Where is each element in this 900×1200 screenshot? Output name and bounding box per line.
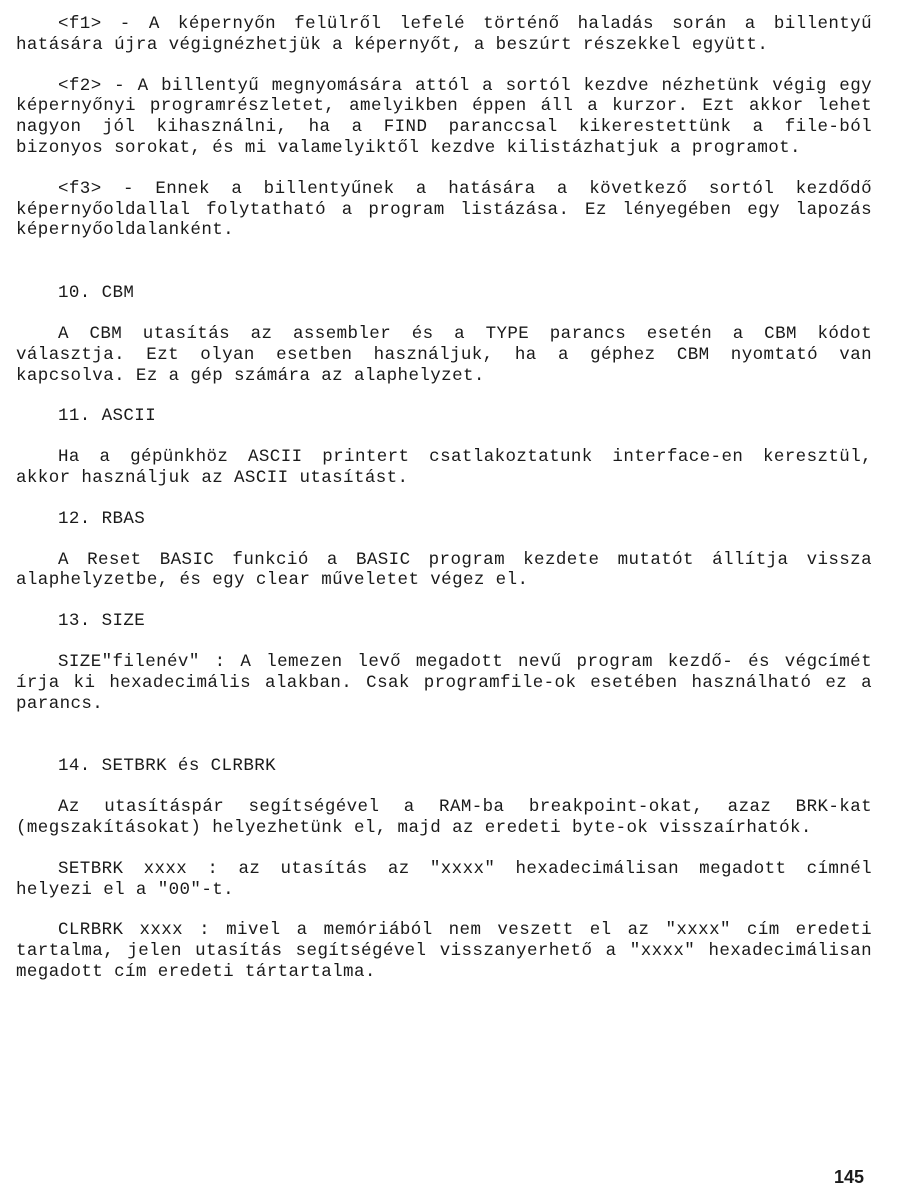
paragraph-rbas (16, 550, 872, 592)
paragraph-ascii (16, 447, 872, 489)
paragraph-setbrk-1 (16, 797, 872, 839)
paragraph-f1 (16, 14, 872, 56)
page-number: 145 (833, 1167, 864, 1187)
paragraph-f3-text: <f3> - Ennek a billentyűnek a hatására a következő sortól kezdődő képernyőoldallal folytatható a program listázása. Ez lényegében egy lapozás képernyőoldalanként. (16, 178, 872, 241)
paragraph-setbrk-3-text: CLRBRK xxxx : mivel a memóriából nem veszett el az "xxxx" cím eredeti tartalma, jelen utasítás segítségével visszanyerhető a "xxxx" hexadecimálisan megadott cím eredeti tártartalma. (16, 920, 872, 982)
paragraph-setbrk-1-text: Az utasításpár segítségével a RAM-ba breakpoint-okat, azaz BRK-kat (megszakításokat) helyezhetünk el, majd az eredeti byte-ok visszaírhatók. (16, 797, 872, 838)
paragraph-ascii-text: Ha a gépünkhöz ASCII printert csatlakoztatunk interface-en keresztül, akkor használjuk az ASCII utasítást. (16, 447, 872, 488)
section-heading-cbm: 10. CBM (58, 283, 135, 304)
section-heading-ascii: 11. ASCII (58, 406, 157, 427)
section-heading-rbas: 12. RBAS (58, 508, 146, 529)
section-heading-setbrk: 14. SETBRK és CLRBRK (58, 756, 277, 777)
paragraph-cbm-text: A CBM utasítás az assembler és a TYPE parancs esetén a CBM kódot választja. Ezt olyan esetben használjuk, ha a géphez CBM nyomtató van kapcsolva. Ez a gép számára az alaphelyzet. (16, 323, 872, 386)
paragraph-setbrk-2-text: SETBRK xxxx : az utasítás az "xxxx" hexadecimálisan megadott címnél helyezi el a "00"-t. (16, 858, 872, 900)
paragraph-rbas-text: A Reset BASIC funkció a BASIC program kezdete mutatót állítja vissza alaphelyzetbe, és egy clear műveletet végez el. (16, 549, 872, 591)
paragraph-setbrk-2 (16, 859, 872, 901)
paragraph-f2 (16, 76, 872, 159)
paragraph-setbrk-3 (16, 920, 872, 982)
paragraph-size (16, 652, 872, 714)
paragraph-f2-text: <f2> - A billentyű megnyomására attól a sortól kezdve nézhetünk végig egy képernyőnyi programrészletet, amelyikben éppen áll a kurzor. Ezt akkor lehet nagyon jól kihasználni, ha a FIND paranccsal kikerestettünk a file-ból bizonyos sorokat, és mi valamelyiktől kezdve kilistázhatjuk a programot. (16, 75, 872, 158)
paragraph-size-text: SIZE"filenév" : A lemezen levő megadott nevű program kezdő- és végcímét írja ki hexadecimális alakban. Csak programfile-ok esetében használható ez a parancs. (16, 651, 872, 714)
paragraph-f3 (16, 179, 872, 241)
paragraph-cbm (16, 324, 872, 386)
paragraph-f1-text: <f1> - A képernyőn felülről lefelé történő haladás során a billentyű hatására újra végignézhetjük a képernyőt, a beszúrt részekkel együtt. (16, 14, 872, 55)
section-heading-size: 13. SIZE (58, 611, 146, 632)
